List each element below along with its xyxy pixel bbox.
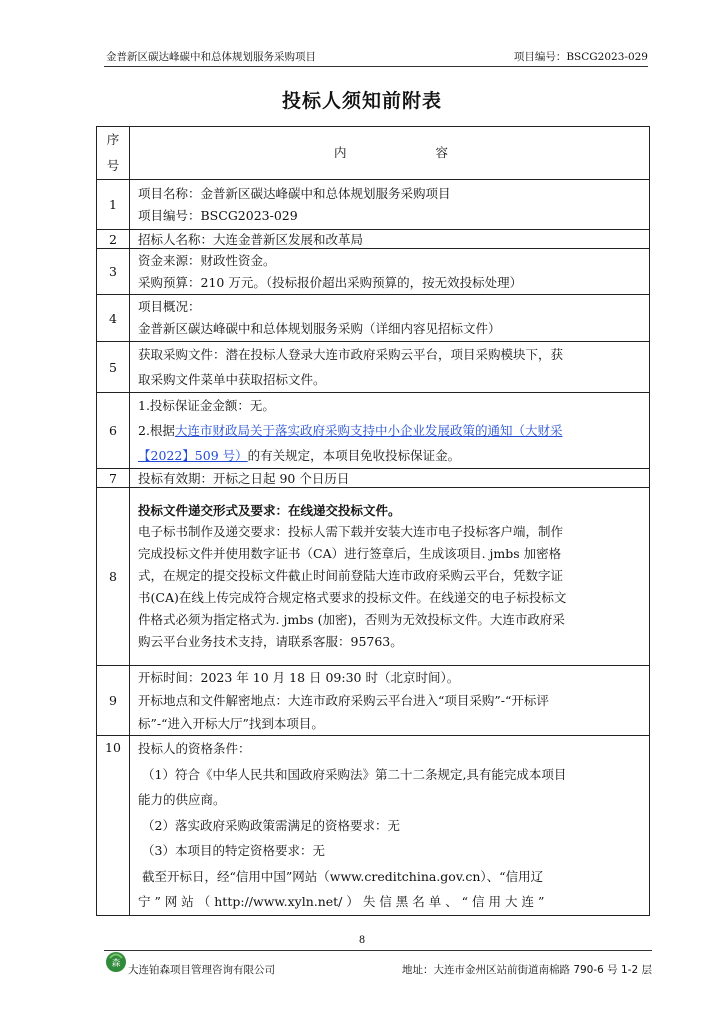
row-content [130,469,650,488]
row-line: 项目名称：金普新区碳达峰碳中和总体规划服务采购项目 [138,185,451,201]
row-line: 标”-“进入开标大厅”找到本项目。 [138,716,324,731]
policy-link-cont[interactable]: 【2022】509 号） [138,448,248,463]
table-row [97,295,650,342]
row-line: 投标有效期：开标之日起 90 个日历日 [138,470,350,486]
col-num-header [97,127,130,180]
logo-glyph: 森 [111,959,121,969]
row-line: 1.投标保证金金额：无。 [138,398,275,413]
row-content [130,666,650,736]
row-line: （2）落实政府采购政策需满足的资格要求：无 [142,817,400,833]
row-num: 7 [97,469,130,488]
row-num: 6 [97,393,130,469]
row-line: 式，在规定的提交投标文件截止时间前登陆大连市政府采购云平台，凭数字证 [138,567,564,583]
row-line: 采购预算：210 万元。（投标报价超出采购预算的，按无效投标处理） [138,274,523,290]
row-num: 5 [97,342,130,393]
row-line: 件格式必须为指定格式为. jmbs (加密)，否则为无效投标文件。大连市政府采 [138,611,565,627]
row-line: 金普新区碳达峰碳中和总体规划服务采购（详细内容见招标文件） [138,321,501,336]
header-project-name: 金普新区碳达峰碳中和总体规划服务采购项目 [106,51,316,63]
page-header [104,50,648,67]
table-row [97,469,650,488]
footer-address: 地址：大连市金州区站前街道南棉路 790-6 号 1-2 层 [401,964,652,976]
row-line [138,418,645,443]
company-logo-icon [104,949,128,973]
row-content [130,249,650,295]
row-content [130,295,650,342]
row-line [138,443,645,468]
col-content-header [130,127,650,180]
row-content [130,180,650,230]
row-num: 8 [97,488,130,666]
col-num-line2: 号 [106,158,120,173]
footer-company: 大连铂森项目管理咨询有限公司 [128,964,275,976]
row-line-bold: 投标文件递交形式及要求：在线递交投标文件。 [138,502,401,518]
table-row [97,180,650,230]
row-line: （3）本项目的特定资格要求：无 [142,843,325,859]
table-row [97,488,650,666]
row-line: （1）符合《中华人民共和国政府采购法》第二十二条规定,具有能完成本项目 [142,766,567,782]
col-content-a: 内 [333,145,348,160]
row-content [130,230,650,249]
text-suffix: 的有关规定，本项目免收投标保证金。 [247,448,461,463]
table-row [97,736,650,916]
row-line: 投标人的资格条件： [138,741,251,757]
row-num: 1 [97,180,130,230]
table-row [97,249,650,295]
row-line: 截至开标日，经“信用中国”网站（www.creditchina.gov.cn）、“信用辽 [142,868,544,884]
table-row [97,393,650,469]
row-num: 9 [97,666,130,736]
table-row [97,666,650,736]
col-content-b: 容 [435,145,450,160]
notice-table [96,126,650,916]
row-content [130,736,650,916]
col-num-line1: 序 [106,132,120,147]
row-line: 购云平台业务技术支持，请联系客服：95763。 [138,633,403,649]
row-line: 取采购文件菜单中获取招标文件。 [138,372,326,387]
row-num: 2 [97,230,130,249]
table-row [97,230,650,249]
table-row [97,342,650,393]
header-project-code: 项目编号：BSCG2023-029 [513,51,648,63]
row-line: 开标时间：2023 年 10 月 18 日 09:30 时（北京时间）。 [138,670,460,685]
row-line: 能力的供应商。 [138,792,226,808]
row-num: 3 [97,249,130,295]
row-content [130,393,650,469]
row-line: 完成投标文件并使用数字证书（CA）进行签章后，生成该项目. jmbs 加密格 [138,545,562,561]
text-prefix: 2.根据 [138,423,175,438]
row-line: 项目编号：BSCG2023-029 [138,207,298,223]
row-line: 书(CA)在线上传完成符合规定格式要求的投标文件。在线递交的电子标投标文 [138,589,567,605]
table-header-row [97,127,650,180]
row-line: 资金来源：财政性资金。 [138,252,276,268]
footer-rule [104,950,652,951]
row-line: 获取采购文件：潜在投标人登录大连市政府采购云平台，项目采购模块下，获 [138,347,564,362]
row-content [130,342,650,393]
row-line: 招标人名称：大连金普新区发展和改革局 [138,231,364,247]
row-line: 电子标书制作及递交要求：投标人需下载并安装大连市电子投标客户端，制作 [138,523,564,539]
row-num: 4 [97,295,130,342]
row-line: 宁 ” 网 站 （ http://www.xyln.net/ ） 失 信 黑 名 单 、 “ 信 用 大 连 ” [138,894,545,910]
row-line: 开标地点和文件解密地点：大连市政府采购云平台进入“项目采购”-“开标评 [138,693,549,708]
row-content [130,488,650,666]
row-line: 项目概况： [138,299,201,314]
policy-link[interactable]: 大连市财政局关于落实政府采购支持中小企业发展政策的通知（大财采 [174,423,563,438]
page-title: 投标人须知前附表 [281,90,442,112]
page-number: 8 [358,935,366,946]
row-num: 10 [97,736,130,916]
